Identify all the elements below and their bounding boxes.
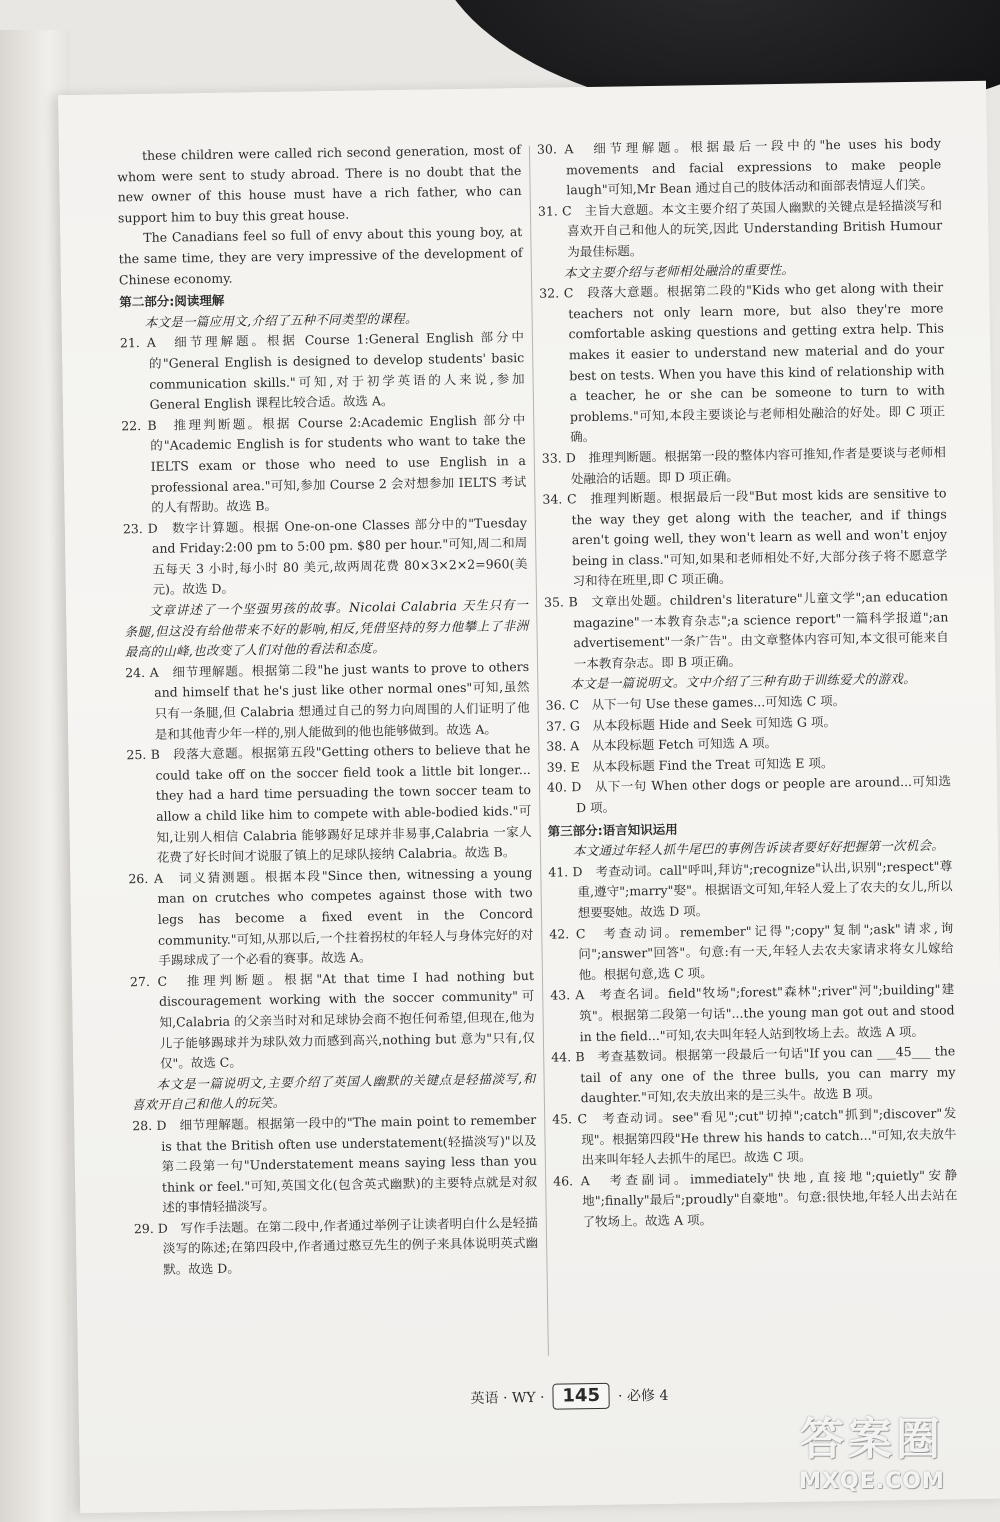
footer-volume: · 必修 4 (617, 1387, 669, 1405)
answer-item: 40. D 从下一句 When other dogs or people are around...可知选 D 项。 (546, 773, 952, 816)
answer-item: 26. A 词义猜测题。根据本段"Since then, witnessing a young man on crutches who competes against those with two legs has become a fixed event in the Concord community."可知,从那以后,一个拄着拐杖的年轻人与身体完好的对手踢球成了一个必看的赛事。故选 A。 (128, 864, 534, 968)
handwritten-summary: 本文主要介绍与老师相处融洽的重要性。 (563, 261, 795, 280)
answer-item: 46. A 考查副词。immediately"快地,直接地";quietly"安静地";finally"最后";proudly"自豪地"。句意:很快地,年轻人出去站在了牧场上。故选 A 项。 (553, 1166, 958, 1230)
right-column (537, 133, 958, 1233)
answer-item: 28. D 细节理解题。根据第一段中的"The main point to remember is that the British often use understatement(轻描淡写)"以及第二段第一句"Understatement means saying less than you think or feel."可知,英国文化(包含英式幽默)的主要特点就是对叙述的事情轻描淡写。 (132, 1111, 538, 1216)
footer-subject: 英语 · WY · (470, 1389, 545, 1407)
watermark-logo-text: 答案圈 (800, 1414, 944, 1465)
answer-item: 25. B 段落大意题。根据第五段"Getting others to believe that he could take off on the soccer field took a little bit longer... they had a hard time persuading the town soccer team to allow a child like him to compete with able-bodied kids."可知,让别人相信 Calabria 能够踢好足球并非易事,Calabria 一家人花费了好长时间才说服了镇上的足球队接纳 Calabria。故选 B。 (126, 741, 532, 866)
answer-item: 44. B 考查基数词。根据第一段最后一句话"If you can ___45___ the tail of any one of the three bulls, you can marry my daughter."可知,农夫放出来的是三头牛。故选 B 项。 (551, 1043, 956, 1106)
answer-item: 31. C 主旨大意题。本文主要介绍了英国人幽默的关键点是轻描淡写和喜欢开自己和他人的玩笑,因此 Understanding British Humour 为最佳标题。 (537, 197, 943, 260)
watermark-url: MXQE.COM (799, 1469, 945, 1494)
handwritten-summary: 文章讲述了一个坚强男孩的故事。Nicolai Calabria 天生只有一条腿,但这没有给他带来不好的影响,相反,凭借坚持的努力他攀上了非洲最高的山峰,也改变了人们对他的看法和态度。 (124, 597, 529, 660)
answer-item: 37. G 从本段标题 Hide and Seek 可知选 G 项。 (545, 713, 837, 734)
answer-item: 35. B 文章出处题。children's literature"儿童文学";an education magazine"一本教育杂志";a science report"一篇科学报道";an advertisement"一条广告"。由文章整体内容可知,本文很可能来自一本教育杂志。即 B 项正确。 (543, 588, 949, 672)
answer-item: 27. C 推理判断题。根据"At that time I had nothing but discouragement working with the soccer community"可知,Calabria 的父亲当时对和足球协会商不抱任何希望,但现在,他为儿子能够踢球并为球队效力而感到高兴,nothing but 意为"只有,仅仅"。故选 C。 (129, 967, 536, 1071)
handwritten-summary: 本文是一篇说明文,主要介绍了英国人幽默的关键点是轻描淡写,和喜欢开自己和他人的玩笑。 (131, 1070, 536, 1113)
section-heading-reading: 第二部分:阅读理解 (119, 292, 225, 310)
answer-item: 39. E 从本段标题 Find the Treat 可知选 E 项。 (546, 755, 834, 775)
answer-item: 24. A 细节理解题。根据第二段"he just wants to prove to others and himself that he's just like other normal ones"可知,虽然只有一条腿,但 Calabria 想通过自己的努力向周围的人们证明了他是和其他青少年一样的,别人能做到的他也能够做到。故选 A。 (125, 658, 530, 742)
answer-item: 36. C 从下一句 Use these games...可知选 C 项。 (545, 693, 846, 713)
answer-item: 45. C 考查动词。see"看见";cut"切掉";catch"抓到";discover"发现"。根据第四段"He threw his hands to catch..."可知,农夫放牛出来叫年轻人去抓牛的尾巴。故选 C 项。 (552, 1105, 957, 1168)
book-left-page-edge (0, 30, 70, 1522)
text-paragraph: The Canadians feel so full of envy about this young boy, at the same time, they are very impressive of the development of Chinese economy. (118, 224, 523, 287)
answer-item: 29. D 写作手法题。在第二段中,作者通过举例子让读者明白什么是轻描淡写的陈述;在第四段中,作者通过憨豆先生的例子来具体说明英式幽默。故选 D。 (133, 1214, 539, 1277)
answer-key-page (58, 81, 1000, 1513)
answer-item: 43. A 考查名词。field"牧场";forest"森林";river"河";building"建筑"。根据第二段第一句话"...the young man got out and stood in the field..."可知,农夫叫年轻人站到牧场上去。故选 A 项。 (550, 981, 955, 1044)
answer-item: 30. A 细节理解题。根据最后一段中的"he uses his body movements and facial expressions to make people laugh"可知,Mr Bean 通过自己的肢体活动和面部表情逗人们笑。 (536, 135, 942, 198)
answer-item: 38. A 从本段标题 Fetch 可知选 A 项。 (546, 735, 778, 754)
answer-item: 34. C 推理判断题。根据最后一段"But most kids are sensitive to the way they get along with the teacher, and if things aren't going well, they won't learn as well and won't enjoy being in class."可知,如果和老师相处不好,大部分孩子将不愿意学习和待在班里,即 C 项正确。 (542, 485, 948, 589)
handwritten-summary: 本文是一篇应用文,介绍了五种不同类型的课程。 (144, 310, 418, 330)
page-number: 145 (552, 1383, 610, 1410)
answer-item: 41. D 考查动词。call"呼叫,拜访";recognize"认出,识别";respect"尊重,遵守";marry"娶"。根据语文可知,年轻人爱上了农夫的女儿,所以想要娶她。故选 D 项。 (548, 858, 953, 921)
text-paragraph: these children were called rich second generation, most of whom were sent to study abroad. There is no doubt that the new owner of this house must have a rich father, who can support him to buy this great house. (117, 142, 522, 226)
answer-item: 21. A 细节理解题。根据 Course 1:General English 部分中的"General English is designed to develop students' basic communication skills."可知,对于初学英语的人来说,参加 General English 课程比较合适。故选 A。 (119, 329, 525, 413)
answer-item: 22. B 推理判断题。根据 Course 2:Academic English 部分中的"Academic English is for students who want to take the IELTS exam or those who need to use English in a professional area."可知,参加 Course 2 会对想参加 IELTS 考试的人有帮助。故选 B。 (121, 411, 527, 515)
page-footer (470, 1382, 668, 1411)
answer-item: 33. D 推理判断题。根据第一段的整体内容可推知,作者是要谈与老师相处融洽的话题。即 D 项正确。 (541, 444, 946, 486)
section-heading-language: 第三部分:语言知识运用 (547, 821, 678, 839)
answer-item: 23. D 数字计算题。根据 One-on-one Classes 部分中的"Tuesday and Friday:2:00 pm to 5:00 pm. $80 per hour."可知,周二和周五每天 3 小时,每小时 80 美元,故两周花费 80×3×2×2=960(美元)。故选 D。 (122, 514, 528, 598)
left-column (117, 140, 539, 1281)
answer-item: 42. C 考查动词。remember"记得";copy"复制";ask"请求,询问";answer"回答"。句意:有一天,年轻人去农夫家请求将女儿嫁给他。根据句意,选 C 项。 (549, 919, 954, 982)
handwritten-summary: 本文是一篇说明文。文中介绍了三种有助于训练爱犬的游戏。 (570, 671, 917, 692)
site-watermark (762, 1412, 982, 1508)
handwritten-summary: 本文通过年轻人抓牛尾巴的事例告诉读者要好好把握第一次机会。 (572, 837, 945, 859)
answer-item: 32. C 段落大意题。根据第二段的"Kids who get along with their teachers not only learn more, but also they're more comfortable asking questions and getting extra help. This makes it easier to understand new material and do your best on tests. When you have this kind of relationship with a teacher, he or she can be someone to turn to with problems."可知,本段主要谈论与老师相处融洽的好处。即 C 项正确。 (539, 279, 946, 445)
